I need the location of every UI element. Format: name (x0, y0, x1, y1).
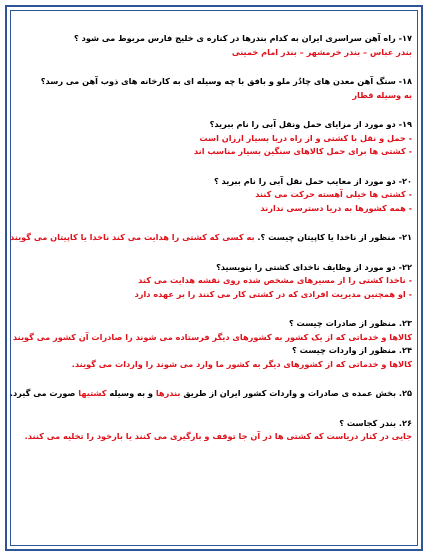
answer-20-line-1: - کشتی ها خیلی آهسته حرکت می کنند (255, 189, 412, 199)
answer-18: به وسیله قطار (352, 89, 412, 100)
answer-19-line-1: - حمل و نقل با کشتی و از راه دریا بسیار ارزان است (199, 132, 412, 143)
answer-22-line-1: - ناخدا کشتی را از مسیرهای مشخص شده روی نقشه هدایت می کند (138, 275, 412, 285)
question-24: ۲۴. منظور از واردات چیست ؟ (292, 345, 412, 355)
question-18: ۱۸- سنگ آهن معدن های چادُر ملو و بافق با چه وسیله ای به کارخانه های ذوب آهن می رسد؟ (40, 76, 412, 86)
answer-21: به کسی که کشتی را هدایت می کند ناخدا یا کاپیتان می گویند (10, 232, 255, 242)
answer-23: کالاها و خدماتی که از یک کشور به کشورهای دیگر فرستاده می شوند را صادرات آن کشور می گویند (12, 331, 412, 342)
answer-19-line-2: - کشتی ها برای حمل کالاهای سنگین بسیار مناسب اند (193, 146, 412, 156)
worksheet-content (9, 32, 412, 444)
answer-20-line-2: - همه کشورها به دریا دسترسی ندارند (260, 202, 412, 213)
answer-24: کالاها و خدماتی که از کشورهای دیگر به کشور ما وارد می شوند را واردات می گویند. (71, 358, 412, 369)
question-21 (10, 231, 412, 245)
answer-17: بندر عباس – بندر خرمشهر – بندر امام خمینی (231, 46, 412, 57)
question-26: ۲۶. بندر کجاست ؟ (339, 417, 412, 428)
question-21-text: ۲۱- منظور از ناخدا یا کاپیتان چیست ؟. (257, 232, 412, 242)
question-19: ۱۹- دو مورد از مزایای حمل ونقل آبی را نام ببرید؟ (209, 119, 412, 129)
answer-22-line-2: - او همچنین مدیریت افرادی که در کشتی کار می کنند را بر عهده دارد (134, 288, 412, 299)
question-17: ۱۷- راه آهن سراسری ایران به کدام بندرها در کناره ی خلیج فارس مربوط می شود ؟ (74, 33, 412, 43)
question-20: ۲۰- دو مورد از معایب حمل نقل آبی را نام ببرید ؟ (213, 175, 412, 186)
statement-25-fill-1: بندرها (155, 388, 181, 398)
statement-25-part-1: ۲۵. بخش عمده ی صادرات و واردات کشور ایران از طریق (180, 388, 412, 398)
statement-25-part-2: و به وسیله (106, 388, 156, 398)
statement-25-fill-2: کشتیها (78, 388, 107, 398)
question-22: ۲۲- دو مورد از وظایف ناخدای کشتی را بنویسید؟ (216, 261, 412, 272)
statement-25-part-3: صورت می گیرد. (9, 388, 79, 398)
answer-26: جایی در کنار دریاست که کشتی ها در آن جا توقف و بارگیری می کنند یا بارخود را تخلیه می کنند. (24, 431, 412, 441)
question-23: ۲۳. منظور از صادرات چیست ؟ (288, 318, 412, 328)
statement-25 (9, 387, 412, 401)
